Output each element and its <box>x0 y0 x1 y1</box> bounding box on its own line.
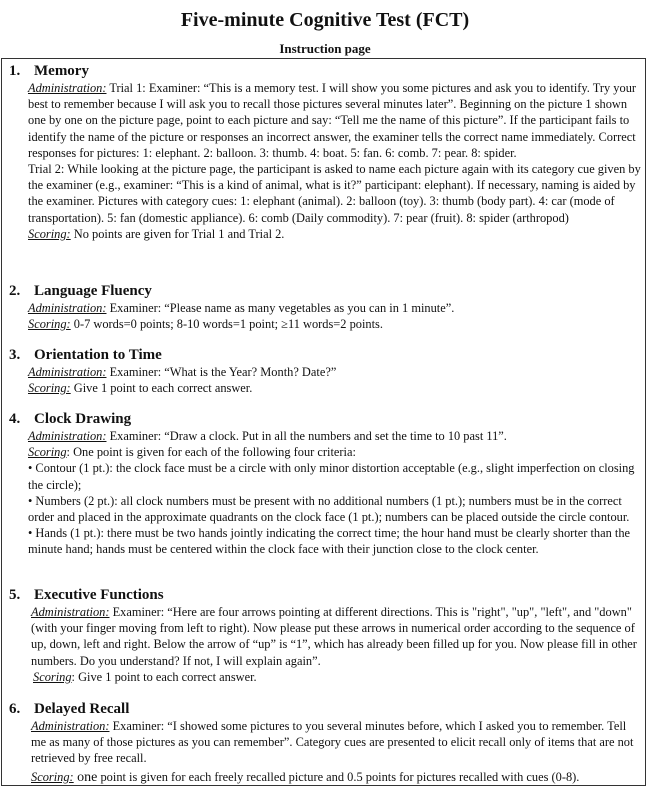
section-heading <box>2 346 647 364</box>
section-delayed-recall <box>2 700 647 786</box>
section-number: 5. <box>9 587 21 603</box>
section-title: Language Fluency <box>34 283 152 299</box>
administration-text: Examiner: “Draw a clock. Put in all the numbers and set the time to 10 past 11”. <box>106 429 507 443</box>
section-language-fluency <box>2 282 647 332</box>
administration-paragraph <box>28 364 641 380</box>
scoring-text: No points are given for Trial 1 and Trial 2. <box>70 226 285 241</box>
section-title: Executive Functions <box>34 587 164 603</box>
section-heading <box>2 282 647 300</box>
scoring-text: 0-7 words=0 points; 8-10 words=1 point; ≥11 words=2 points. <box>70 317 383 332</box>
administration-label: Administration: <box>28 301 107 315</box>
administration-text: Examiner: “I showed some pictures to you several minutes before, which I asked you to remember. Tell me as many of those pictures as you can remember”. Category cues are presented to elicit recall only of items that are not retrieved by free recall. <box>31 719 634 766</box>
administration-label: Administration: <box>28 365 107 379</box>
document-title: Five-minute Cognitive Test (FCT) <box>180 9 470 31</box>
section-orientation-to-time <box>2 346 647 396</box>
section-heading <box>2 410 647 428</box>
scoring-label: Scoring <box>33 669 72 684</box>
section-heading <box>2 700 647 718</box>
scoring-text: Give 1 point to each correct answer. <box>70 381 253 396</box>
scoring-label: Scoring: <box>31 769 74 784</box>
section-number: 6. <box>9 701 21 717</box>
administration-paragraph <box>31 718 641 767</box>
scoring-paragraph <box>28 380 641 396</box>
administration-paragraph <box>28 80 641 161</box>
section-heading <box>2 586 647 604</box>
section-title: Memory <box>34 63 89 79</box>
scoring-text: point is given for each freely recalled picture and 0.5 points for pictures recalled with cues (0-8). <box>97 769 580 784</box>
scoring-label: Scoring: <box>28 317 71 332</box>
section-title: Orientation to Time <box>34 347 162 363</box>
criterion-numbers: • Numbers (2 pt.): all clock numbers must be present with no additional numbers (1 pt.); numbers must be in the correct order and placed in the approximate quadrants on the clock face (1 pt.); numbers can be placed outside the circle contour. <box>28 493 630 525</box>
scoring-paragraph <box>28 444 641 460</box>
scoring-paragraph <box>28 316 641 332</box>
administration-label: Administration: <box>28 429 107 443</box>
scoring-label: Scoring: <box>28 226 71 241</box>
administration-paragraph <box>28 428 641 444</box>
criterion-contour: • Contour (1 pt.): the clock face must be a circle with only minor distortion acceptable (e.g., slight imperfection on closing the circle); <box>28 461 635 492</box>
instruction-box <box>1 58 646 786</box>
section-clock-drawing <box>2 410 647 558</box>
scoring-label: Scoring <box>28 445 67 460</box>
section-number: 2. <box>9 283 21 299</box>
administration-paragraph <box>31 604 641 669</box>
scoring-text: : One point is given for each of the following four criteria: <box>66 445 356 460</box>
administration-label: Administration: <box>28 81 107 95</box>
section-title: Delayed Recall <box>34 701 130 717</box>
scoring-first-word: one <box>73 769 98 785</box>
section-number: 1. <box>9 63 21 79</box>
administration-text: Examiner: “Please name as many vegetables as you can in 1 minute”. <box>106 301 455 315</box>
administration-paragraph <box>28 300 641 316</box>
criterion-hands: • Hands (1 pt.): there must be two hands jointly indicating the correct time; the hour hand must be clearly shorter than the minute hand; hands must be centered within the clock face with their junction close to the clock center. <box>28 526 631 557</box>
scoring-paragraph <box>28 226 641 242</box>
section-number: 4. <box>9 411 21 427</box>
scoring-paragraph <box>33 669 641 685</box>
scoring-text: : Give 1 point to each correct answer. <box>71 669 257 684</box>
scoring-paragraph <box>31 769 641 786</box>
section-title: Clock Drawing <box>34 411 132 427</box>
section-executive-functions <box>2 586 647 685</box>
document-subtitle: Instruction page <box>279 41 371 56</box>
administration-label: Administration: <box>31 719 110 733</box>
section-number: 3. <box>9 347 21 363</box>
administration-text: Examiner: “Here are four arrows pointing at different directions. This is "right", "up", "left", and "down" (with your finger moving from left to right). Now please put these arrows in numerical order according to the sequence of up, down, left and right. Below the arrow of “up” is “1”, which has already been filled up for you. Now please fill in other numbers. Do you understand? If not, I will explain again”. <box>31 605 637 668</box>
trial2-paragraph: Trial 2: While looking at the picture page, the participant is asked to name each picture again with its category cue given by the examiner (e.g., examiner: “This is a kind of animal, what is it?” participant: elephant). If necessary, naming is aided by the examiner. Pictures with category cues: 1: elephant (animal). 2: balloon (toy). 3: thumb (body part). 4: car (mode of transportation). 5: fan (domestic appliance). 6: comb (Daily commodity). 7: pear (fruit). 8: spider (arthropod) <box>28 162 641 225</box>
scoring-label: Scoring: <box>28 381 71 396</box>
section-memory <box>2 62 647 242</box>
administration-text: Trial 1: Examiner: “This is a memory test. I will show you some pictures and ask you to identify. Try your best to remember because I will ask you to recall those pictures several minutes later”. Beginning on the picture 1 shown one by one on the picture page, point to each picture and say: “Tell me the name of this picture”. If the participant fails to identify the name of the picture or responses an incorrect answer, the examiner tells the correct name immediately. Correct responses for pictures: 1: elephant. 2: balloon. 3: thumb. 4: boat. 5: fan. 6: comb. 7: pear. 8: spider. <box>28 81 637 160</box>
administration-label: Administration: <box>31 605 110 619</box>
administration-text: Examiner: “What is the Year? Month? Date?” <box>106 365 337 379</box>
section-heading <box>2 62 647 80</box>
